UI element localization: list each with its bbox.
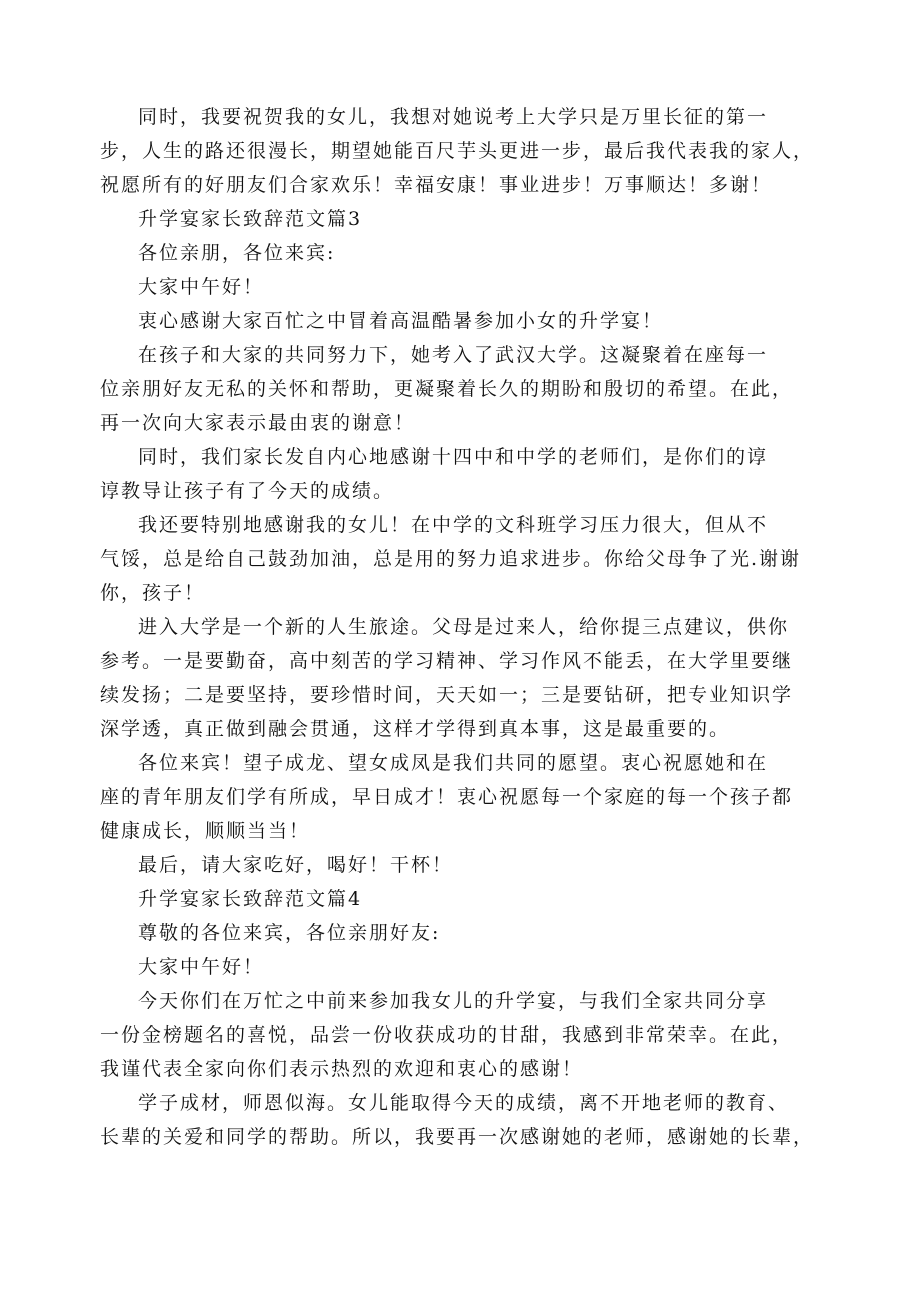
paragraph	[100, 270, 820, 304]
text-line: 大家中午好！	[138, 276, 265, 298]
text-line: 衷心感谢大家百忙之中冒着高温酷暑参加小女的升学宴！	[138, 310, 664, 332]
text-line: 你，孩子！	[100, 582, 206, 604]
document-page	[100, 100, 820, 1240]
text-line: 尊敬的各位来宾，各位亲朋好友:	[138, 922, 441, 944]
text-line: 学子成材，师恩似海。女儿能取得今天的成绩，离不开地老师的教育、	[138, 1092, 790, 1114]
paragraph	[100, 440, 820, 508]
text-line: 祝愿所有的好朋友们合家欢乐！幸福安康！事业进步！万事顺达！多谢！	[100, 174, 773, 196]
text-line: 长辈的关爱和同学的帮助。所以，我要再一次感谢她的老师，感谢她的长辈，	[100, 1126, 815, 1148]
paragraph	[100, 848, 820, 882]
text-line: 最后，请大家吃好，喝好！干杯！	[138, 854, 454, 876]
text-line: 位亲朋好友无私的关怀和帮助，更凝聚着长久的期盼和殷切的希望。在此，	[100, 378, 794, 400]
text-line: 升学宴家长致辞范文篇4	[138, 888, 363, 910]
text-line: 气馁，总是给自己鼓劲加油，总是用的努力追求进步。你给父母争了光.谢谢	[100, 548, 802, 570]
paragraph	[100, 746, 820, 848]
text-line: 健康成长，顺顺当当！	[100, 820, 311, 842]
text-line: 各位亲朋，各位来宾:	[138, 242, 336, 264]
paragraph	[100, 304, 820, 338]
paragraph	[100, 882, 820, 916]
paragraph	[100, 1086, 820, 1154]
paragraph	[100, 984, 820, 1086]
text-line: 步，人生的路还很漫长，期望她能百尺芋头更进一步，最后我代表我的家人，	[100, 140, 815, 162]
text-line: 今天你们在万忙之中前来参加我女儿的升学宴，与我们全家共同分享	[138, 990, 769, 1012]
text-line: 一份金榜题名的喜悦，品尝一份收获成功的甘甜，我感到非常荣幸。在此，	[100, 1024, 794, 1046]
text-line: 我谨代表全家向你们表示热烈的欢迎和衷心的感谢！	[100, 1058, 584, 1080]
paragraph	[100, 950, 820, 984]
paragraph	[100, 338, 820, 440]
text-line: 再一次向大家表示最由衷的谢意！	[100, 412, 416, 434]
text-line: 座的青年朋友们学有所成，早日成才！衷心祝愿每一个家庭的每一个孩子都	[100, 786, 794, 808]
text-line: 续发扬；二是要坚持，要珍惜时间，天天如一；三是要钻研，把专业知识学	[100, 684, 794, 706]
text-line: 同时，我们家长发自内心地感谢十四中和中学的老师们，是你们的谆	[138, 446, 769, 468]
text-line: 各位来宾！望子成龙、望女成凤是我们共同的愿望。衷心祝愿她和在	[138, 752, 769, 774]
text-line: 谆教导让孩子有了今天的成绩。	[100, 480, 395, 502]
paragraph	[100, 610, 820, 746]
text-line: 深学透，真正做到融会贯通，这样才学得到真本事，这是最重要的。	[100, 718, 731, 740]
text-line: 大家中午好！	[138, 956, 265, 978]
paragraph	[100, 508, 820, 610]
paragraph	[100, 236, 820, 270]
text-line: 进入大学是一个新的人生旅途。父母是过来人，给你提三点建议，供你	[138, 616, 790, 638]
paragraph	[100, 202, 820, 236]
paragraph	[100, 916, 820, 950]
text-line: 升学宴家长致辞范文篇3	[138, 208, 363, 230]
paragraph	[100, 100, 820, 202]
text-line: 参考。一是要勤奋，高中刻苦的学习精神、学习作风不能丢，在大学里要继	[100, 650, 794, 672]
text-line: 我还要特别地感谢我的女儿！在中学的文科班学习压力很大，但从不	[138, 514, 769, 536]
text-line: 在孩子和大家的共同努力下，她考入了武汉大学。这凝聚着在座每一	[138, 344, 769, 366]
text-line: 同时，我要祝贺我的女儿，我想对她说考上大学只是万里长征的第一	[138, 106, 769, 128]
